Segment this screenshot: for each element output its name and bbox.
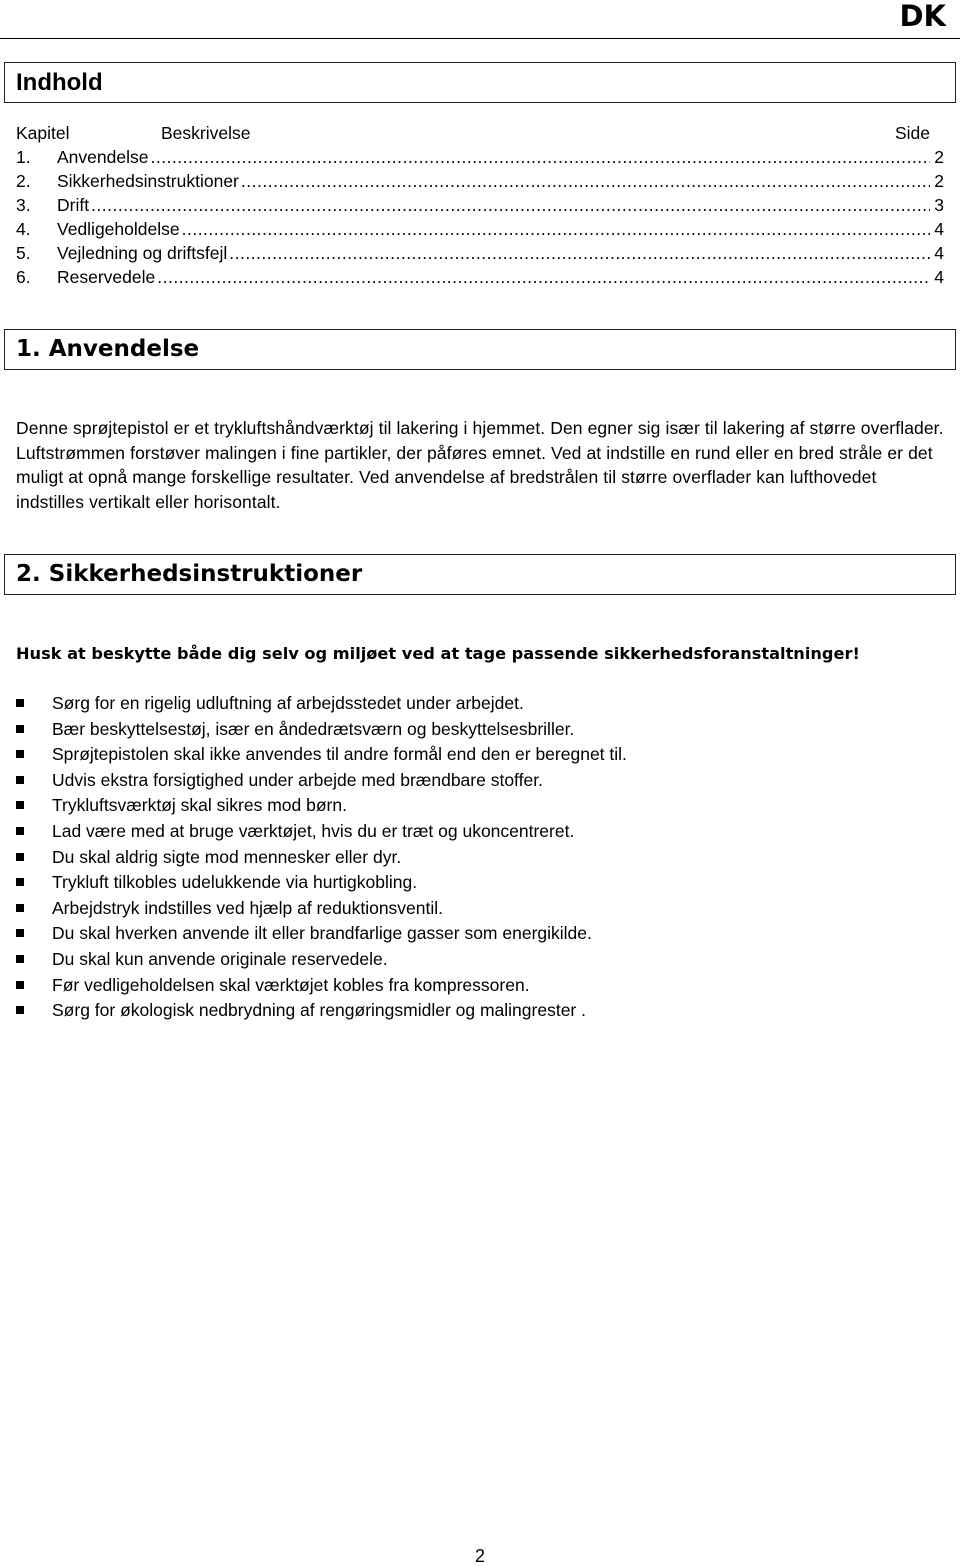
list-item — [16, 896, 946, 922]
toc-entry-page: 2 — [934, 147, 944, 167]
toc-entry-title: Vejledning og driftsfejl — [57, 243, 228, 263]
toc-col-page: Side — [894, 123, 930, 143]
square-bullet-icon — [16, 878, 24, 886]
square-bullet-icon — [16, 1006, 24, 1014]
language-code: DK — [899, 0, 946, 33]
toc-entry[interactable] — [16, 217, 944, 241]
toc-entry-title: Sikkerhedsinstruktioner — [57, 171, 239, 191]
list-item-text: Udvis ekstra forsigtighed under arbejde med brændbare stoffer. — [52, 769, 543, 790]
list-item — [16, 998, 946, 1024]
section-1-heading: 1. Anvendelse — [4, 329, 956, 370]
toc-header-row — [16, 121, 944, 145]
table-of-contents — [16, 121, 944, 289]
square-bullet-icon — [16, 955, 24, 963]
toc-entry-number: 6. — [16, 267, 31, 287]
list-item — [16, 973, 946, 999]
list-item — [16, 921, 946, 947]
list-item-text: Før vedligeholdelsen skal værktøjet kobles fra kompressoren. — [52, 974, 530, 995]
section-1-body: Denne sprøjtepistol er et trykluftshåndværktøj til lakering i hjemmet. Den egner sig især til lakering af større overflader. Luftstrømmen forstøver malingen i fine partikler, der påføres emnet. Ved at indstille en rund eller en bred stråle er det muligt at opnå mange forskellige resultater. Ved anvendelse af bredstrålen til større overflader kan lufthovedet indstilles vertikalt eller horisontalt. — [16, 418, 944, 512]
square-bullet-icon — [16, 827, 24, 835]
toc-entry-number: 1. — [16, 147, 31, 167]
toc-col-chapter: Kapitel — [16, 123, 70, 143]
page-number: 2 — [474, 1546, 485, 1566]
toc-leader-dots — [157, 265, 930, 289]
list-item-text: Arbejdstryk indstilles ved hjælp af reduktionsventil. — [52, 897, 444, 918]
list-item-text: Sørg for en rigelig udluftning af arbejdsstedet under arbejdet. — [52, 693, 524, 713]
toc-leader-dots — [241, 169, 930, 193]
list-item-text: Trykluft tilkobles udelukkende via hurtigkobling. — [52, 872, 418, 893]
toc-entry[interactable] — [16, 145, 944, 169]
toc-leader-dots — [182, 217, 931, 241]
toc-entry-page: 3 — [934, 195, 944, 215]
list-item-text: Du skal hverken anvende ilt eller brandfarlige gasser som energikilde. — [52, 923, 592, 944]
toc-entry-number: 3. — [16, 195, 31, 215]
toc-entry[interactable] — [16, 169, 944, 193]
header-rule — [0, 38, 960, 39]
list-item — [16, 717, 946, 743]
toc-entry-title: Drift — [57, 195, 90, 215]
square-bullet-icon — [16, 853, 24, 861]
list-item — [16, 768, 946, 794]
list-item-text: Du skal aldrig sigte mod mennesker eller dyr. — [52, 846, 402, 867]
toc-entry-page: 2 — [934, 171, 944, 191]
toc-entry-number: 5. — [16, 243, 31, 263]
square-bullet-icon — [16, 801, 24, 809]
section-2-heading: 2. Sikkerhedsinstruktioner — [4, 554, 956, 595]
safety-instructions-list — [16, 691, 946, 1024]
list-item — [16, 870, 946, 896]
square-bullet-icon — [16, 699, 24, 707]
list-item — [16, 793, 946, 819]
toc-entry-page: 4 — [934, 267, 944, 287]
toc-leader-dots — [91, 193, 930, 217]
list-item — [16, 691, 946, 717]
toc-entry-title: Reservedele — [57, 267, 156, 287]
list-item-text: Bær beskyttelsestøj, især en åndedrætsværn og beskyttelsesbriller. — [52, 718, 575, 739]
list-item-text: Sprøjtepistolen skal ikke anvendes til andre formål end den er beregnet til. — [52, 744, 627, 765]
toc-entry[interactable] — [16, 265, 944, 289]
list-item — [16, 742, 946, 768]
toc-leader-dots — [229, 241, 930, 265]
list-item-text: Sørg for økologisk nedbrydning af rengøringsmidler og malingrester . — [52, 1000, 586, 1021]
toc-heading: Indhold — [4, 62, 956, 103]
list-item-text: Lad være med at bruge værktøjet, hvis du er træt og ukoncentreret. — [52, 820, 575, 841]
toc-col-description: Beskrivelse — [161, 123, 251, 143]
square-bullet-icon — [16, 725, 24, 733]
square-bullet-icon — [16, 904, 24, 912]
toc-entry[interactable] — [16, 241, 944, 265]
toc-entry-number: 2. — [16, 171, 31, 191]
toc-entry-title: Vedligeholdelse — [57, 219, 180, 239]
list-item — [16, 819, 946, 845]
toc-entry[interactable] — [16, 193, 944, 217]
toc-leader-dots — [150, 145, 930, 169]
safety-warning: Husk at beskytte både dig selv og miljøet ved at tage passende sikkerhedsforanstaltninger! — [16, 644, 860, 663]
square-bullet-icon — [16, 929, 24, 937]
square-bullet-icon — [16, 981, 24, 989]
square-bullet-icon — [16, 750, 24, 758]
list-item-text: Du skal kun anvende originale reservedele. — [52, 948, 388, 969]
list-item — [16, 947, 946, 973]
list-item-text: Trykluftsværktøj skal sikres mod børn. — [52, 795, 347, 816]
list-item — [16, 845, 946, 871]
toc-entry-page: 4 — [934, 219, 944, 239]
square-bullet-icon — [16, 776, 24, 784]
toc-entry-page: 4 — [934, 243, 944, 263]
toc-entry-title: Anvendelse — [57, 147, 149, 167]
toc-entry-number: 4. — [16, 219, 31, 239]
